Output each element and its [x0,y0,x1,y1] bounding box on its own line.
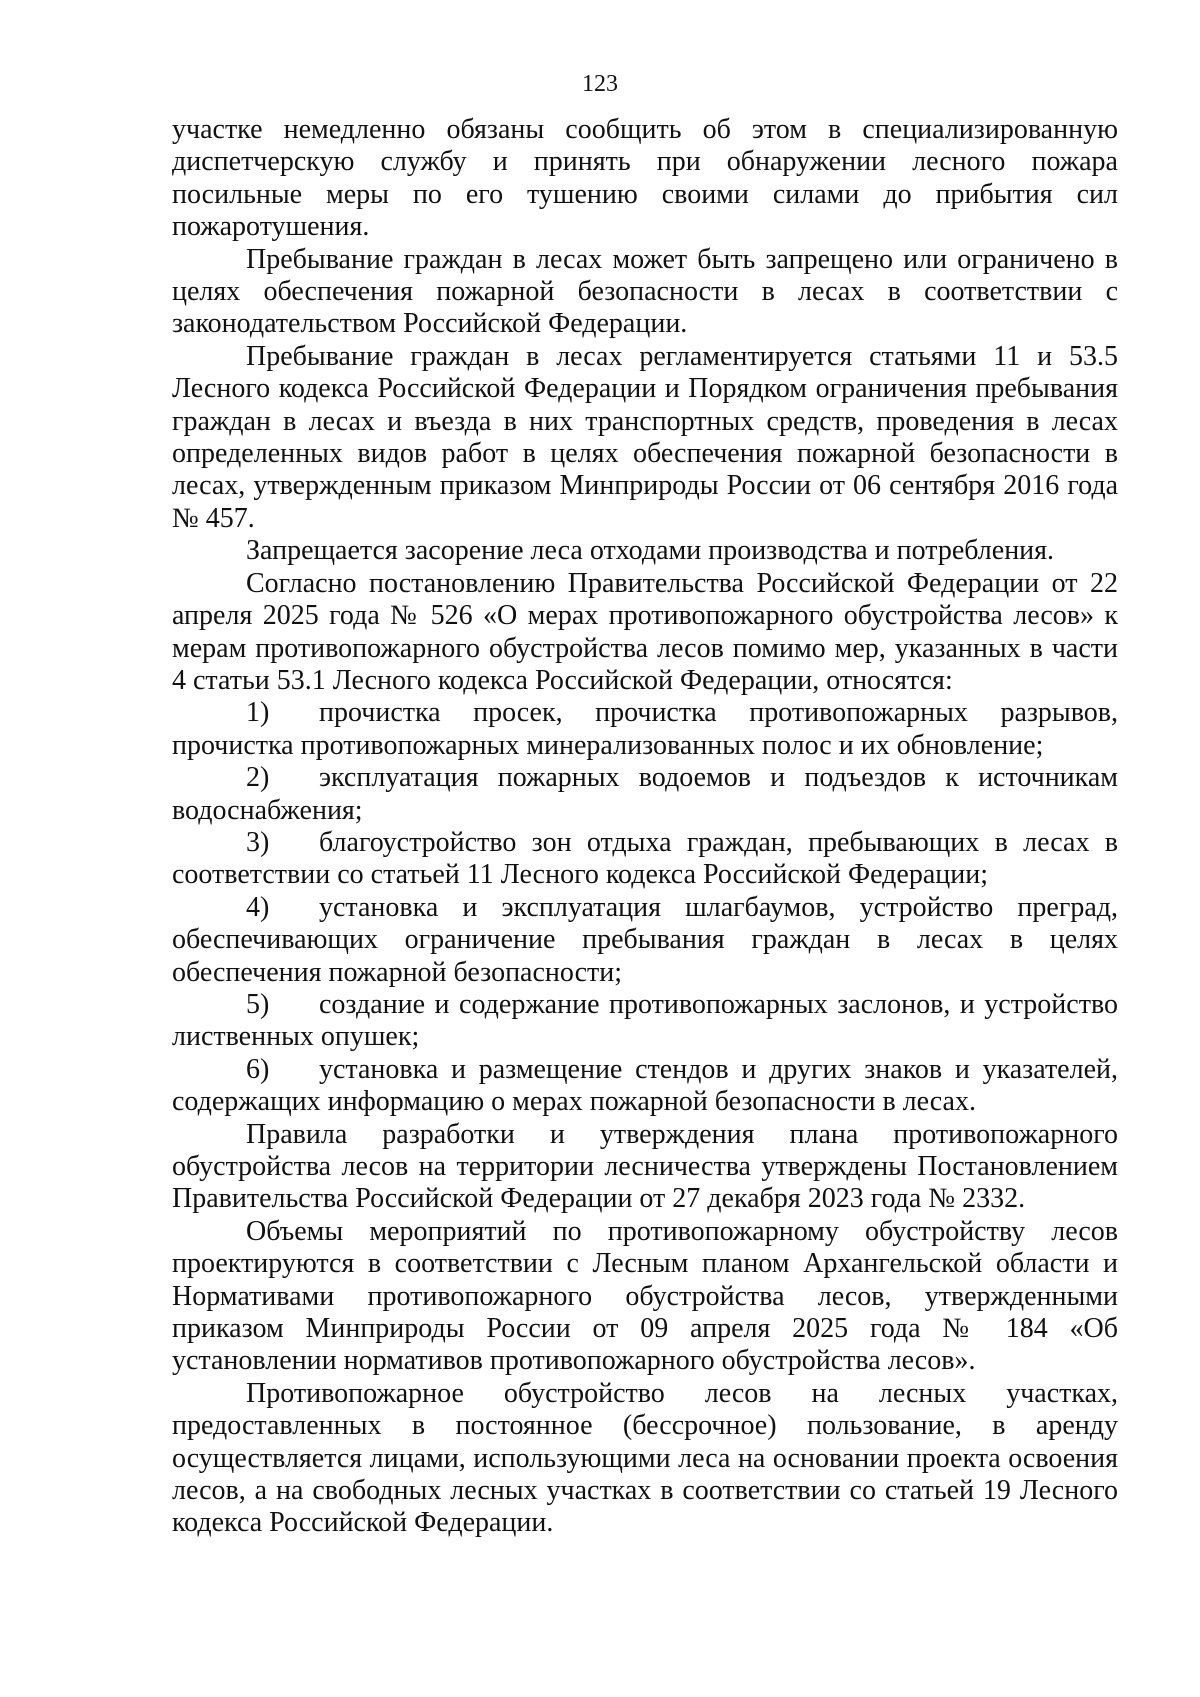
paragraph-measure-volumes: Объемы мероприятий по противопожарному обустройству лесов проектируются в соответствии с Лесным планом Архангельской области и Нормативами противопожарного обустройства лесов, утвержденными приказом Минприроды России от 09 апреля 2025 года № 184 «Об установлении нормативов противопожарного обустройства лесов». [172,1215,1118,1377]
list-item-number: 5) [246,988,270,1020]
paragraph-leased-plots: Противопожарное обустройство лесов на лесных участках, предоставленных в постоянное (бессрочное) пользование, в аренду осуществляется лицами, использующими леса на основании проекта освоения лесов, а на свободных лесных участках в соответствии со статьей 19 Лесного кодекса Российской Федерации. [172,1377,1118,1539]
paragraph-littering-ban: Запрещается засорение леса отходами производства и потребления. [246,535,1055,567]
list-item-number: 4) [246,891,270,923]
list-item-text: установка и размещение стендов и других знаков и указателей, содержащих информацию о мерах пожарной безопасности в лесах. [172,1053,1118,1118]
list-item-number: 1) [246,697,270,729]
list-item-text: прочистка просек, прочистка противопожарных разрывов, прочистка противопожарных минерализованных полос и их обновление; [172,697,1118,761]
paragraph-forest-stay-restriction: Пребывание граждан в лесах может быть запрещено или ограничено в целях обеспечения пожарной безопасности в лесах в соответствии с законодательством Российской Федерации. [172,243,1118,340]
list-item [172,989,1118,1054]
list-item-number: 2) [246,762,270,794]
paragraph-fire-prevention-measures: Согласно постановлению Правительства Российской Федерации от 22 апреля 2025 года № 526 «О мерах противопожарного обустройства лесов» к мерам противопожарного обустройства лесов помимо мер, указанных в части 4 статьи 53.1 Лесного кодекса Российской Федерации, относятся: [172,567,1118,696]
page-number: 123 [582,71,618,97]
list-item-number: 6) [246,1053,270,1085]
list-item [172,827,1118,892]
list-item [172,892,1118,989]
list-item-text: эксплуатация пожарных водоемов и подъездов к источникам водоснабжения; [172,762,1118,826]
list-item [172,762,1118,827]
list-item [172,697,1118,762]
measures-list [172,697,1118,1118]
list-item-text: создание и содержание противопожарных заслонов, и устройство лиственных опушек; [172,988,1118,1053]
paragraph-plan-rules: Правила разработки и утверждения плана противопожарного обустройства лесов на территории лесничества утверждены Постановлением Правительства Российской Федерации от 27 декабря 2023 года № 2332. [172,1118,1118,1215]
list-item-number: 3) [246,826,270,858]
paragraph-continuation: участке немедленно обязаны сообщить об этом в специализированную диспетчерскую службу и принять при обнаружении лесного пожара посильные меры по его тушению своими силами до прибытия сил пожаротушения. [172,114,1118,243]
document-body [172,114,1118,1540]
list-item-text: благоустройство зон отдыха граждан, пребывающих в лесах в соответствии со статьей 11 Лесного кодекса Российской Федерации; [172,826,1118,891]
list-item [172,1054,1118,1119]
list-item-text: установка и эксплуатация шлагбаумов, устройство преград, обеспечивающих ограничение пребывания граждан в лесах в целях обеспечения пожарной безопасности; [172,891,1118,988]
paragraph-forest-stay-regulation: Пребывание граждан в лесах регламентируется статьями 11 и 53.5 Лесного кодекса Российской Федерации и Порядком ограничения пребывания граждан в лесах и въезда в них транспортных средств, проведения в лесах определенных видов работ в целях обеспечения пожарной безопасности в лесах, утвержденным приказом Минприроды России от 06 сентября 2016 года № 457. [172,340,1118,534]
